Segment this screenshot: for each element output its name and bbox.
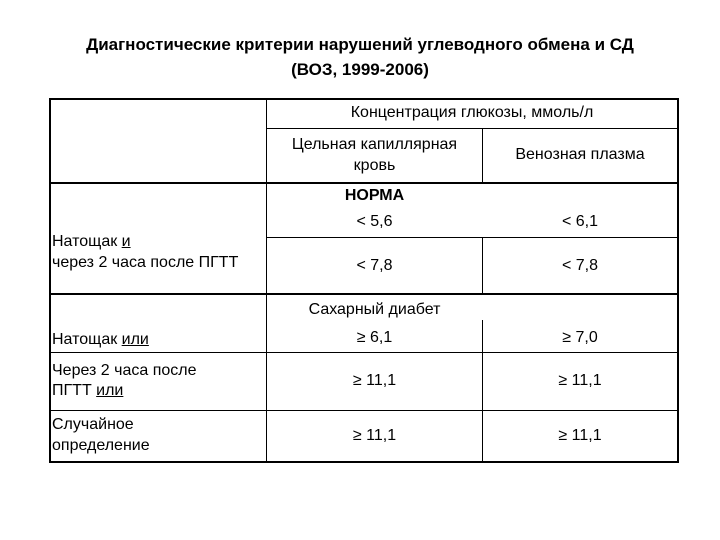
diabetes-row-1-capillary-value: ≥ 6,1 — [356, 329, 393, 346]
title-line-1: Диагностические критерии нарушений углеводного обмена и СД — [86, 35, 634, 54]
norm-row-label-line-2: через 2 часа после ПГТТ — [52, 254, 239, 271]
capillary-header-line-2: кровь — [353, 157, 396, 174]
norm-fasting-capillary-value: < 5,6 — [356, 213, 393, 230]
diabetes-row-1-venous-value: ≥ 7,0 — [562, 329, 598, 346]
diabetes-row-2-capillary-value: ≥ 11,1 — [352, 372, 397, 389]
venous-header: Венозная плазма — [515, 146, 645, 163]
norm-fasting-venous-value: < 6,1 — [561, 213, 599, 230]
diabetes-section-heading: Сахарный диабет — [308, 301, 441, 318]
norm-bottom-border — [49, 293, 678, 295]
diabetes-row-3-label-line-1: Случайное — [52, 416, 134, 433]
norm-post-capillary-value: < 7,8 — [356, 257, 393, 274]
concentration-header: Концентрация глюкозы, ммоль/л — [350, 104, 594, 121]
capillary-header-line-1: Цельная капиллярная — [291, 136, 458, 153]
table-left-border — [49, 98, 51, 463]
table-top-border — [49, 98, 678, 100]
diabetes-row-2-label-line-2: ПГТТ или — [52, 382, 124, 399]
diabetes-row-divider-1 — [49, 352, 678, 353]
diabetes-row-1-label: Натощак или — [52, 331, 149, 348]
table-bottom-border — [49, 461, 678, 463]
diabetes-row-2-label-line-1: Через 2 часа после — [52, 362, 197, 379]
diabetes-row-3-capillary-value: ≥ 11,1 — [352, 427, 397, 444]
norm-post-venous-value: < 7,8 — [561, 257, 599, 274]
diabetes-row-3-label-line-2: определение — [52, 437, 150, 454]
table-right-border — [677, 98, 679, 463]
title-line-2: (ВОЗ, 1999-2006) — [291, 60, 429, 79]
fasting-row-divider — [266, 237, 678, 238]
norm-section-heading: НОРМА — [344, 187, 405, 204]
norm-row-label-line-1: Натощак и — [52, 233, 131, 250]
diabetes-row-divider-2 — [49, 410, 678, 411]
header-bottom-border — [49, 182, 678, 184]
diabetes-row-2-venous-value: ≥ 11,1 — [558, 372, 602, 389]
diabetes-row-3-venous-value: ≥ 11,1 — [558, 427, 602, 444]
concentration-header-divider — [266, 128, 678, 129]
